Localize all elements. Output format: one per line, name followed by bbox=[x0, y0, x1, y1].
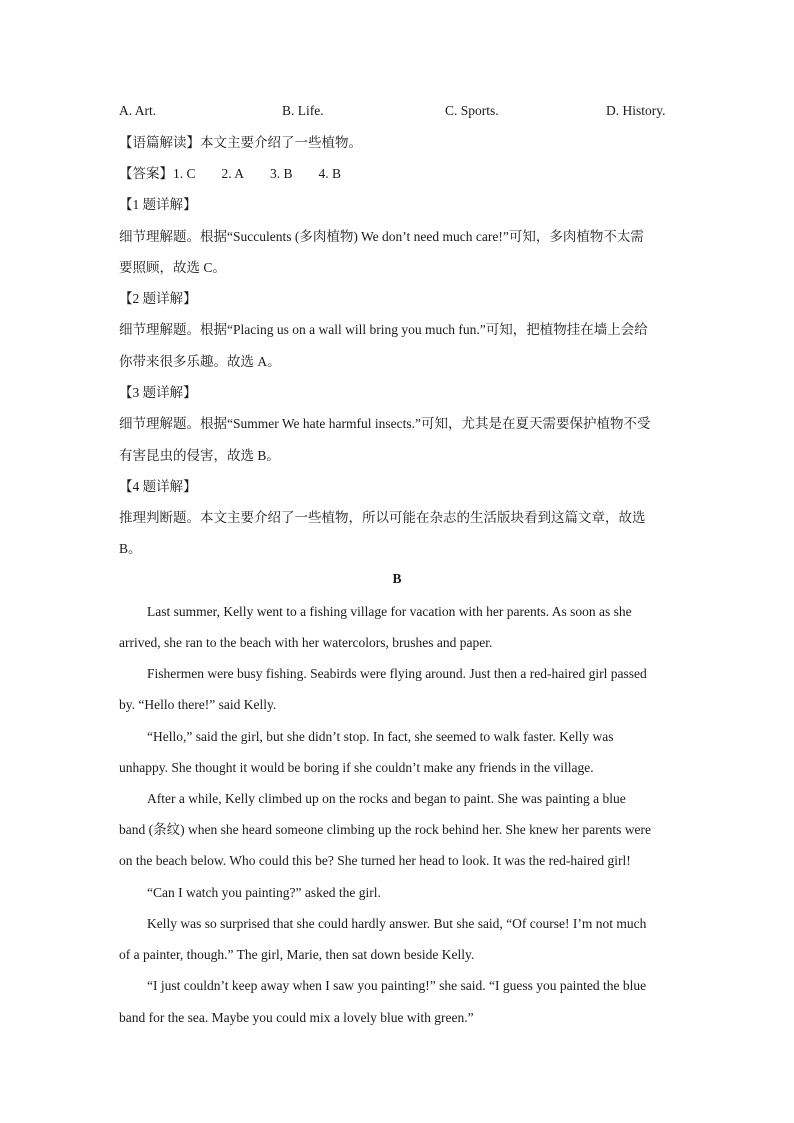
q3-heading: 【3 题详解】 bbox=[119, 385, 197, 400]
answers-line bbox=[119, 164, 341, 184]
b-line-9: on the beach below. Who could this be? She turned her head to look. It was the red-haired girl! bbox=[119, 853, 631, 868]
b-line-11: Kelly was so surprised that she could hardly answer. But she said, “Of course! I’m not much bbox=[147, 916, 647, 931]
option-a: A. Art. bbox=[119, 103, 157, 118]
b-line-3: Fishermen were busy fishing. Seabirds were flying around. Just then a red-haired girl passed bbox=[147, 666, 647, 681]
option-c: C. Sports. bbox=[445, 103, 499, 118]
b-line-4: by. “Hello there!” said Kelly. bbox=[119, 697, 277, 712]
passage-reading: 【语篇解读】本文主要介绍了一些植物。 bbox=[119, 135, 362, 150]
b-line-2: arrived, she ran to the beach with her watercolors, brushes and paper. bbox=[119, 635, 493, 650]
b-line-5: “Hello,” said the girl, but she didn’t stop. In fact, she seemed to walk faster. Kelly was bbox=[147, 729, 614, 744]
answer-1: 1. C bbox=[173, 166, 196, 181]
option-d: D. History. bbox=[606, 103, 666, 118]
b-line-7: After a while, Kelly climbed up on the rocks and began to paint. She was painting a blue bbox=[147, 791, 626, 806]
answer-3: 3. B bbox=[270, 166, 293, 181]
b-line-13: “I just couldn’t keep away when I saw you painting!” she said. “I guess you painted the blue bbox=[147, 978, 647, 993]
q2-line-1: 细节理解题。根据“Placing us on a wall will bring you much fun.”可知，把植物挂在墙上会给 bbox=[119, 322, 648, 337]
q1-heading: 【1 题详解】 bbox=[119, 197, 197, 212]
b-line-10: “Can I watch you painting?” asked the girl. bbox=[147, 885, 381, 900]
answer-2: 2. A bbox=[221, 166, 245, 181]
q4-line-2: B。 bbox=[119, 541, 142, 556]
b-line-14: band for the sea. Maybe you could mix a lovely blue with green.” bbox=[119, 1010, 474, 1025]
b-line-12: of a painter, though.” The girl, Marie, then sat down beside Kelly. bbox=[119, 947, 475, 962]
b-line-8: band (条纹) when she heard someone climbing up the rock behind her. She knew her parents were bbox=[119, 822, 651, 837]
answer-4: 4. B bbox=[318, 166, 342, 181]
q3-line-1: 细节理解题。根据“Summer We hate harmful insects.”可知，尤其是在夏天需要保护植物不受 bbox=[119, 416, 651, 431]
b-line-6: unhappy. She thought it would be boring if she couldn’t make any friends in the village. bbox=[119, 760, 594, 775]
q4-heading: 【4 题详解】 bbox=[119, 479, 197, 494]
q2-line-2: 你带来很多乐趣。故选 A。 bbox=[119, 354, 281, 369]
option-b: B. Life. bbox=[282, 103, 324, 118]
q2-heading: 【2 题详解】 bbox=[119, 291, 197, 306]
section-b-title: B bbox=[392, 571, 402, 586]
q3-line-2: 有害昆虫的侵害，故选 B。 bbox=[119, 448, 280, 463]
answers-label: 【答案】 bbox=[119, 166, 173, 181]
b-line-1: Last summer, Kelly went to a fishing village for vacation with her parents. As soon as she bbox=[147, 604, 632, 619]
q1-line-2: 要照顾，故选 C。 bbox=[119, 260, 226, 275]
answer-options bbox=[119, 103, 679, 123]
q1-line-1: 细节理解题。根据“Succulents (多肉植物) We don’t need much care!”可知，多肉植物不太需 bbox=[119, 229, 644, 244]
q4-line-1: 推理判断题。本文主要介绍了一些植物，所以可能在杂志的生活版块看到这篇文章，故选 bbox=[119, 510, 646, 525]
